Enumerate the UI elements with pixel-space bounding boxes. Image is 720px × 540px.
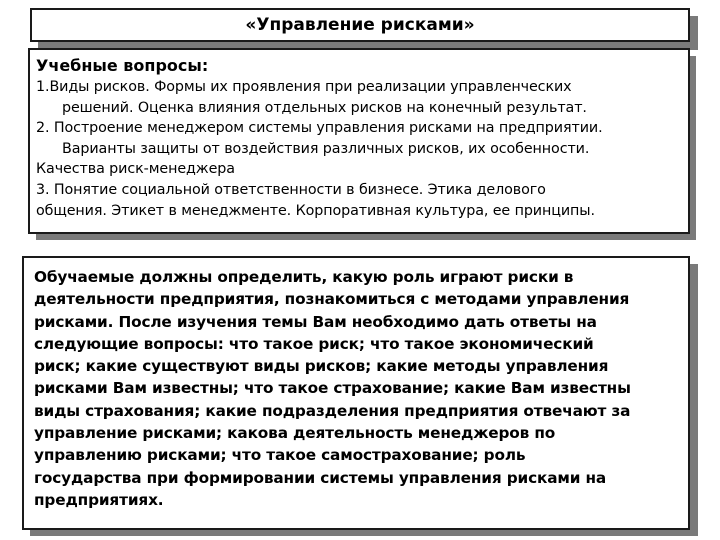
task-line: виды страхования; какие подразделения предприятия отвечают за [34, 401, 631, 420]
task-line: деятельности предприятия, познакомиться с методами управления [34, 290, 630, 309]
question-line: 1.Виды рисков. Формы их проявления при реализации управленческих [36, 79, 572, 95]
question-line: общения. Этикет в менеджменте. Корпоративная культура, ее принципы. [36, 202, 595, 219]
questions-box [28, 48, 690, 234]
task-line: предприятиях. [34, 490, 164, 509]
task-line: управление рисками; какова деятельность менеджеров по [34, 424, 556, 443]
task-line: Обучаемые должны определить, какую роль играют риски в [34, 268, 574, 286]
question-line: 2. Построение менеджером системы управления рисками на предприятии. [36, 120, 603, 137]
task-line: следующие вопросы: что такое риск; что такое экономический [34, 334, 594, 353]
question-line: решений. Оценка влияния отдельных рисков на конечный результат. [62, 99, 587, 116]
title-box [30, 8, 690, 42]
task-line: управлению рисками; что такое самострахование; роль [34, 446, 526, 465]
task-box [22, 256, 690, 530]
task-line: риск; какие существуют виды рисков; какие методы управления [34, 357, 609, 376]
task-line: рисками. После изучения темы Вам необходимо дать ответы на [34, 312, 597, 331]
question-line: Варианты защиты от воздействия различных рисков, их особенности. [62, 140, 590, 157]
task-line: рисками Вам известны; что такое страхование; какие Вам известны [34, 379, 631, 398]
task-line: государства при формировании системы управления рисками на [34, 468, 607, 487]
page-title: «Управление рисками» [245, 15, 475, 35]
questions-heading: Учебные вопросы: [36, 56, 209, 75]
question-line: Качества риск-менеджера [36, 161, 235, 178]
question-line: 3. Понятие социальной ответственности в бизнесе. Этика делового [36, 181, 546, 198]
